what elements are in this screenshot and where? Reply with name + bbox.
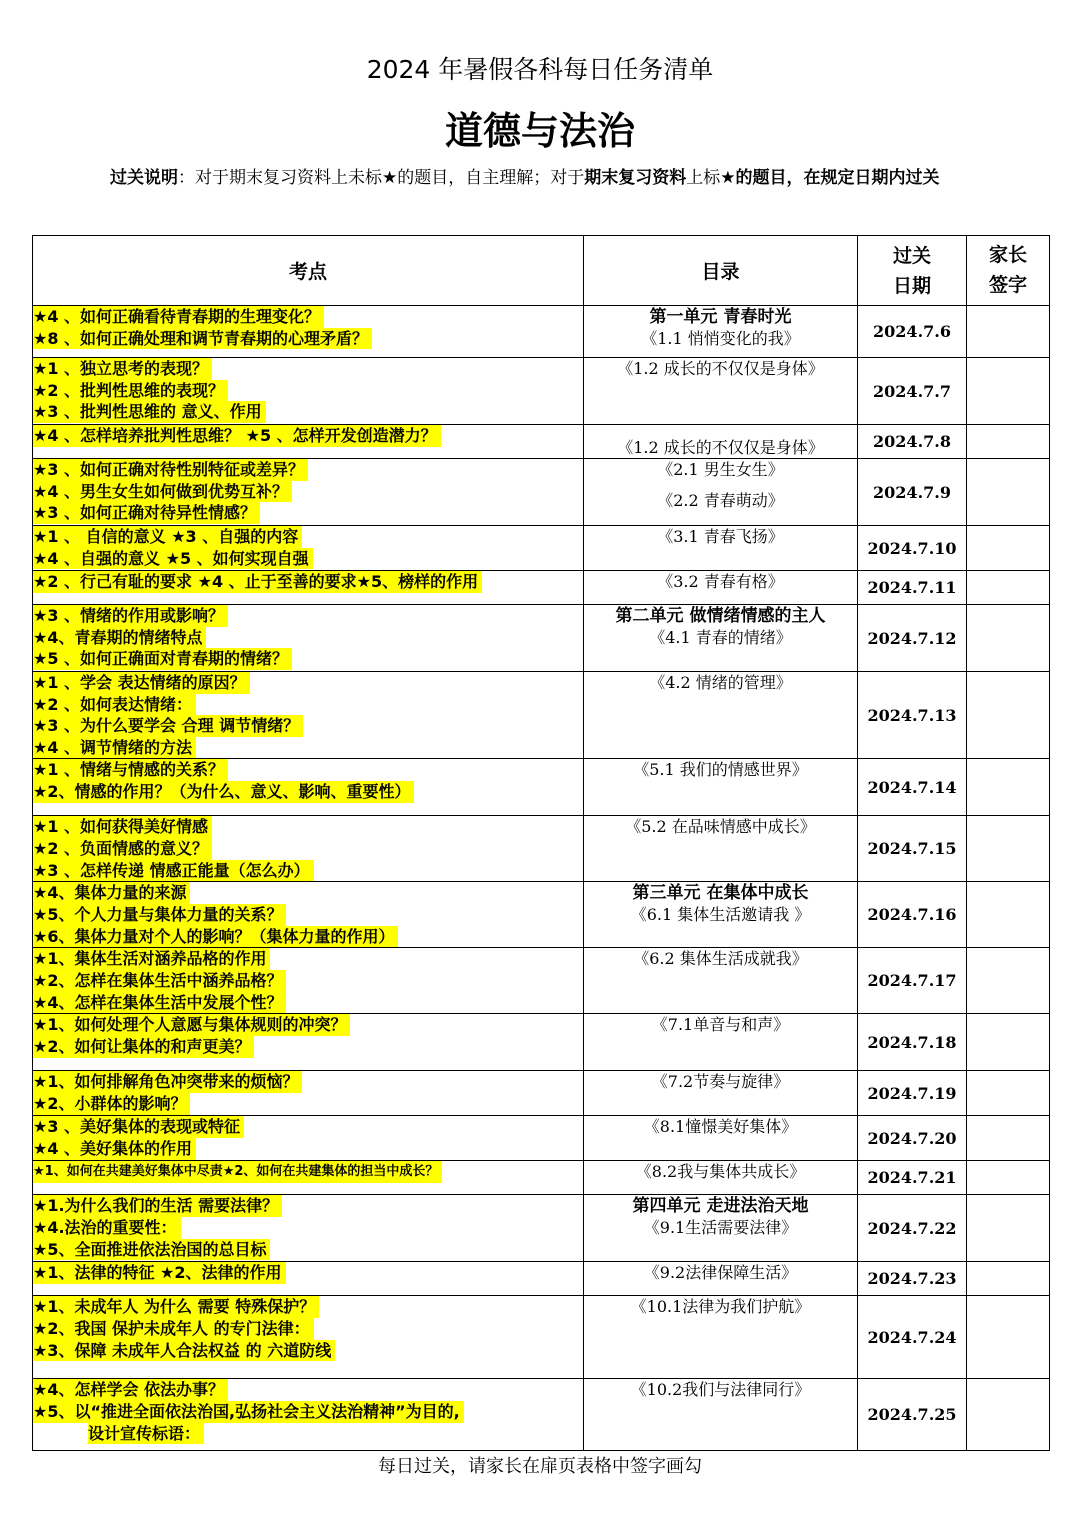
point-item: ★2 、批判性思维的表现？	[33, 380, 228, 402]
catalog-cell	[584, 1195, 858, 1262]
instructions	[110, 163, 990, 194]
catalog-cell	[584, 948, 858, 1014]
catalog-cell	[584, 425, 858, 459]
table-row	[33, 306, 1050, 358]
unit-title: 第一单元 青春时光	[649, 307, 792, 327]
date-cell: 2024.7.8	[858, 425, 967, 459]
point-item: ★4 、如何正确看待青春期的生理变化？	[33, 306, 324, 328]
table-row	[33, 1014, 1050, 1071]
points-cell	[33, 605, 584, 672]
parent-signature-cell[interactable]	[967, 1379, 1050, 1451]
section-title: 《8.2我与集体共成长》	[635, 1162, 806, 1182]
points-cell	[33, 425, 584, 459]
table-row	[33, 571, 1050, 605]
points-cell	[33, 571, 584, 605]
header-sign-line1: 家长	[988, 244, 1027, 266]
parent-signature-cell[interactable]	[967, 1195, 1050, 1262]
point-item: ★1、法律的特征 ★2、法律的作用	[33, 1262, 286, 1284]
date-cell: 2024.7.9	[858, 459, 967, 526]
catalog-cell	[584, 605, 858, 672]
point-item: ★1、如何处理个人意愿与集体规则的冲突？	[33, 1014, 350, 1036]
point-item: ★6、集体力量对个人的影响？（集体力量的作用）	[33, 926, 398, 948]
section-title: 《3.1 青春飞扬》	[657, 527, 784, 546]
table-row	[33, 948, 1050, 1014]
section-title: 《4.1 青春的情绪》	[649, 628, 792, 647]
point-item: ★3 、为什么要学会 合理 调节情绪？	[33, 715, 303, 737]
point-item: ★4.法治的重要性：	[33, 1217, 181, 1239]
parent-signature-cell[interactable]	[967, 526, 1050, 571]
points-cell	[33, 672, 584, 759]
points-cell	[33, 1161, 584, 1195]
points-cell	[33, 1116, 584, 1161]
point-item: ★3 、批判性思维的 意义、作用	[33, 401, 266, 423]
points-cell	[33, 1071, 584, 1116]
points-cell	[33, 759, 584, 816]
date-cell: 2024.7.20	[858, 1116, 967, 1161]
point-item: ★2、我国 保护未成年人 的专门法律：	[33, 1318, 314, 1340]
point-item: ★3 、如何正确对待性别特征或差异？	[33, 459, 308, 481]
date-cell: 2024.7.16	[858, 882, 967, 948]
section-title: 《5.1 我们的情感世界》	[633, 760, 808, 780]
header-sign-line2: 签字	[988, 274, 1027, 296]
parent-signature-cell[interactable]	[967, 571, 1050, 605]
point-item: ★5、个人力量与集体力量的关系？	[33, 904, 286, 926]
points-cell	[33, 459, 584, 526]
points-cell	[33, 1262, 584, 1296]
table-row	[33, 526, 1050, 571]
date-cell: 2024.7.25	[858, 1379, 967, 1451]
date-cell: 2024.7.14	[858, 759, 967, 816]
point-item: ★5、以“推进全面依法治国,弘扬社会主义法治精神”为目的,	[33, 1401, 464, 1423]
table-row	[33, 882, 1050, 948]
table-row	[33, 459, 1050, 526]
section-title: 《10.2我们与法律同行》	[630, 1380, 811, 1400]
section-title: 《7.2节奏与旋律》	[651, 1072, 790, 1092]
parent-signature-cell[interactable]	[967, 459, 1050, 526]
catalog-cell	[584, 1071, 858, 1116]
catalog-cell	[584, 526, 858, 571]
point-item: ★4 、怎样培养批判性思维？ ★5 、怎样开发创造潜力？	[33, 425, 441, 447]
table-row	[33, 1262, 1050, 1296]
parent-signature-cell[interactable]	[967, 1161, 1050, 1195]
subject-title: 道德与法治	[444, 109, 635, 153]
catalog-cell	[584, 1262, 858, 1296]
date-cell: 2024.7.21	[858, 1161, 967, 1195]
parent-signature-cell[interactable]	[967, 1296, 1050, 1379]
point-item: ★2 、行己有耻的要求 ★4 、止于至善的要求★5、榜样的作用	[33, 571, 482, 593]
point-item: ★5、全面推进依法治国的总目标	[33, 1239, 270, 1261]
table-row	[33, 1071, 1050, 1116]
point-item: 设计宣传标语：	[88, 1423, 204, 1445]
date-cell: 2024.7.12	[858, 605, 967, 672]
point-item: ★1、如何在共建美好集体中尽责★2、如何在共建集体的担当中成长？	[33, 1161, 442, 1183]
parent-signature-cell[interactable]	[967, 759, 1050, 816]
table-row	[33, 759, 1050, 816]
catalog-cell	[584, 882, 858, 948]
points-cell	[33, 1014, 584, 1071]
point-item: ★2、小群体的影响？	[33, 1093, 190, 1115]
point-item: ★4 、美好集体的作用	[33, 1138, 196, 1160]
point-item: ★2 、如何表达情绪：	[33, 694, 196, 716]
catalog-cell	[584, 1116, 858, 1161]
section-title: 《7.1单音与和声》	[651, 1015, 790, 1035]
point-item: ★1.为什么我们的生活 需要法律？	[33, 1195, 282, 1217]
table-row	[33, 1296, 1050, 1379]
instructions-part2: 上标	[686, 168, 721, 188]
point-item: ★1 、如何获得美好情感	[33, 816, 212, 838]
header-sign	[967, 236, 1050, 306]
point-item: ★1、集体生活对涵养品格的作用	[33, 948, 270, 970]
page-title: 2024 年暑假各科每日任务清单	[366, 55, 714, 84]
point-item: ★1 、情绪与情感的关系？	[33, 759, 228, 781]
unit-title: 第四单元 走进法治天地	[632, 1196, 809, 1217]
point-item: ★4、怎样学会 依法办事？	[33, 1379, 228, 1401]
section-title: 《6.2 集体生活成就我》	[633, 949, 808, 969]
section-title: 《9.1生活需要法律》	[643, 1218, 798, 1238]
date-cell: 2024.7.10	[858, 526, 967, 571]
point-item: ★4、集体力量的来源	[33, 882, 190, 904]
table-row	[33, 672, 1050, 759]
parent-signature-cell[interactable]	[967, 1116, 1050, 1161]
table-row	[33, 605, 1050, 672]
header-points: 考点	[33, 236, 584, 306]
point-item: ★8 、如何正确处理和调节青春期的心理矛盾？	[33, 328, 372, 350]
point-item: ★1、如何排解角色冲突带来的烦恼？	[33, 1071, 302, 1093]
point-item: ★2、怎样在集体生活中涵养品格？	[33, 970, 286, 992]
section-title: 《2.2 青春萌动》	[657, 491, 784, 510]
section-title: 《4.2 情绪的管理》	[649, 673, 792, 692]
section-title: 《6.1 集体生活邀请我 》	[630, 905, 811, 925]
point-item: ★1、未成年人 为什么 需要 特殊保护？	[33, 1296, 319, 1318]
point-item: ★3 、情绪的作用或影响？	[33, 605, 228, 627]
catalog-cell	[584, 672, 858, 759]
instructions-label: 过关说明	[110, 168, 178, 188]
point-item: ★2 、负面情感的意义？	[33, 838, 212, 860]
point-item: ★3 、怎样传递 情感正能量（怎么办）	[33, 860, 314, 882]
parent-signature-cell[interactable]	[967, 948, 1050, 1014]
date-cell: 2024.7.24	[858, 1296, 967, 1379]
table-row	[33, 425, 1050, 459]
date-cell: 2024.7.11	[858, 571, 967, 605]
instructions-colon: ：	[178, 168, 195, 188]
points-cell	[33, 526, 584, 571]
section-title: 《9.2法律保障生活》	[643, 1263, 798, 1283]
point-item: ★2、情感的作用？（为什么、意义、影响、重要性）	[33, 781, 414, 803]
parent-signature-cell[interactable]	[967, 816, 1050, 882]
date-cell: 2024.7.22	[858, 1195, 967, 1262]
points-cell	[33, 1379, 584, 1451]
parent-signature-cell[interactable]	[967, 605, 1050, 672]
section-title: 《1.2 成长的不仅仅是身体》	[617, 359, 824, 378]
section-title: 《8.1憧憬美好集体》	[643, 1117, 798, 1137]
header-date-line1: 过关	[892, 244, 931, 267]
catalog-cell	[584, 358, 858, 425]
points-cell	[33, 948, 584, 1014]
table-row	[33, 358, 1050, 425]
date-cell: 2024.7.23	[858, 1262, 967, 1296]
table-row	[33, 1195, 1050, 1262]
parent-signature-cell[interactable]	[967, 306, 1050, 358]
date-cell: 2024.7.7	[858, 358, 967, 425]
instructions-bold1: 期末复习资料	[584, 168, 687, 188]
header-catalog: 目录	[584, 236, 858, 306]
parent-signature-cell[interactable]	[967, 425, 1050, 459]
points-cell	[33, 816, 584, 882]
point-item: ★3、保障 未成年人合法权益 的 六道防线	[33, 1340, 335, 1362]
section-title: 《5.2 在品味情感中成长》	[625, 817, 816, 837]
table-row	[33, 1161, 1050, 1195]
points-cell	[33, 882, 584, 948]
catalog-cell	[584, 759, 858, 816]
table-header-row	[33, 236, 1050, 306]
point-item: ★4 、自强的意义 ★5 、如何实现自强	[33, 548, 313, 570]
unit-title: 第二单元 做情绪情感的主人	[615, 606, 826, 626]
parent-signature-cell[interactable]	[967, 1014, 1050, 1071]
points-cell	[33, 1195, 584, 1262]
date-cell: 2024.7.15	[858, 816, 967, 882]
footer-note: 每日过关，请家长在扉页表格中签字画勾	[378, 1456, 702, 1477]
instructions-part1: 对于期末复习资料上未标★的题目，自主理解；对于	[195, 168, 585, 188]
catalog-cell	[584, 459, 858, 526]
point-item: ★5 、如何正确面对青春期的情绪？	[33, 648, 292, 670]
header-date-line2: 日期	[892, 274, 931, 297]
date-cell: 2024.7.6	[858, 306, 967, 358]
catalog-cell	[584, 1014, 858, 1071]
unit-title: 第三单元 在集体中成长	[632, 883, 809, 904]
instructions-bold2: ★的题目，在规定日期内过关	[720, 168, 940, 188]
point-item: ★1 、独立思考的表现？	[33, 358, 212, 380]
points-cell	[33, 306, 584, 358]
point-item: ★4、怎样在集体生活中发展个性？	[33, 992, 286, 1014]
section-title: 《1.2 成长的不仅仅是身体》	[617, 438, 824, 457]
section-title: 《3.2 青春有格》	[657, 572, 784, 591]
catalog-cell	[584, 306, 858, 358]
date-cell: 2024.7.13	[858, 672, 967, 759]
date-cell: 2024.7.19	[858, 1071, 967, 1116]
header-date	[858, 236, 967, 306]
section-title: 《1.1 悄悄变化的我》	[641, 329, 800, 348]
catalog-cell	[584, 816, 858, 882]
catalog-cell	[584, 1379, 858, 1451]
table-row	[33, 816, 1050, 882]
parent-signature-cell[interactable]	[967, 1071, 1050, 1116]
point-item: ★1 、学会 表达情绪的原因？	[33, 672, 250, 694]
date-cell: 2024.7.18	[858, 1014, 967, 1071]
table-row	[33, 1116, 1050, 1161]
parent-signature-cell[interactable]	[967, 672, 1050, 759]
catalog-cell	[584, 571, 858, 605]
point-item: ★4 、男生女生如何做到优势互补？	[33, 481, 292, 503]
points-cell	[33, 358, 584, 425]
date-cell: 2024.7.17	[858, 948, 967, 1014]
section-title: 《10.1法律为我们护航》	[630, 1297, 811, 1317]
parent-signature-cell[interactable]	[967, 358, 1050, 425]
catalog-cell	[584, 1161, 858, 1195]
point-item: ★3 、美好集体的表现或特征	[33, 1116, 244, 1138]
point-item: ★4 、调节情绪的方法	[33, 737, 196, 759]
points-cell	[33, 1296, 584, 1379]
section-title: 《2.1 男生女生》	[657, 460, 784, 479]
parent-signature-cell[interactable]	[967, 1262, 1050, 1296]
point-item: ★2、如何让集体的和声更美？	[33, 1036, 254, 1058]
catalog-cell	[584, 1296, 858, 1379]
task-table	[32, 235, 1050, 1451]
parent-signature-cell[interactable]	[967, 882, 1050, 948]
point-item: ★1 、 自信的意义 ★3 、自强的内容	[33, 526, 302, 548]
point-item: ★3 、如何正确对待异性情感？	[33, 502, 260, 524]
point-item: ★4、青春期的情绪特点	[33, 627, 206, 649]
table-row	[33, 1379, 1050, 1451]
